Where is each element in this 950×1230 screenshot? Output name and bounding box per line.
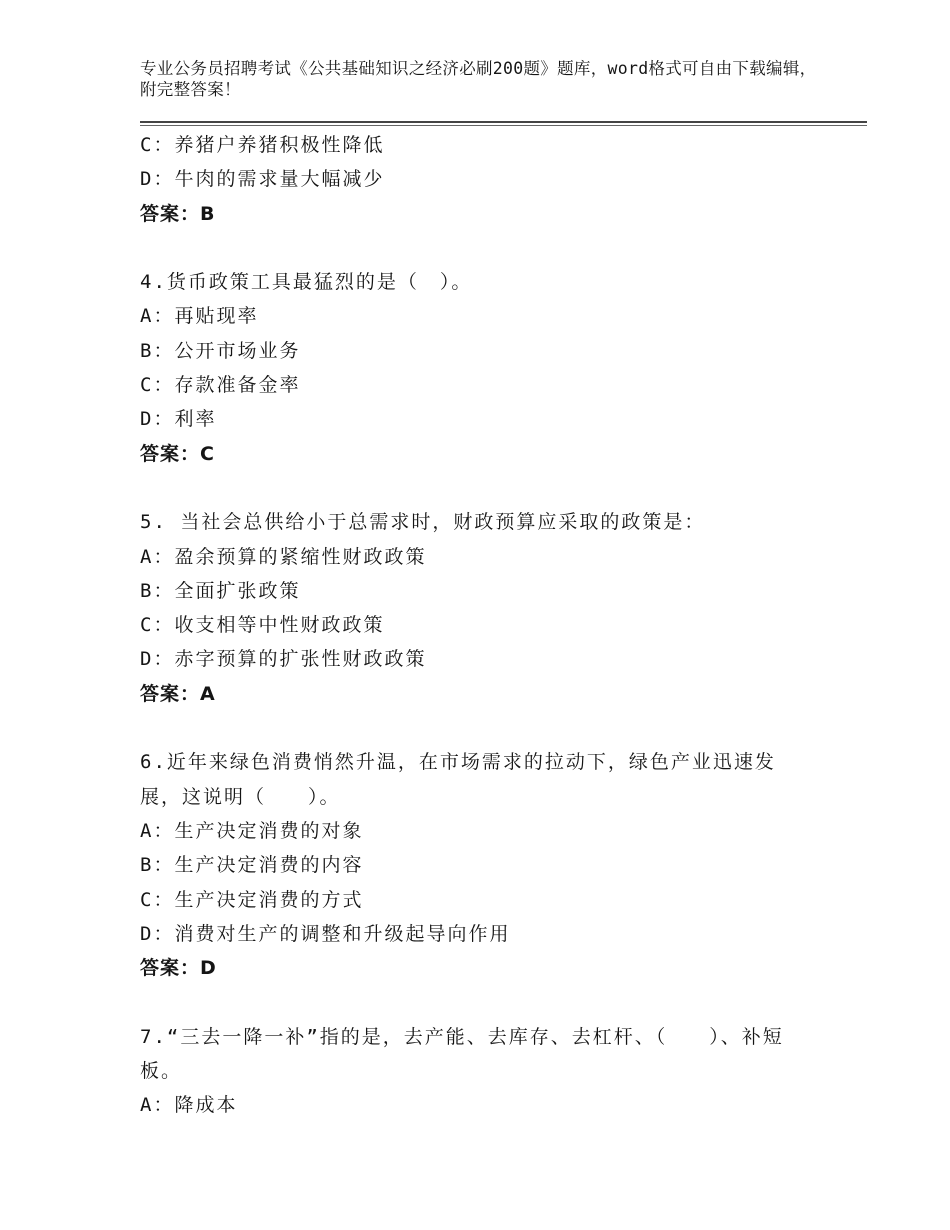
- option-c: C：养猪户养猪积极性降低: [140, 134, 385, 156]
- option-b: B：全面扩张政策: [140, 579, 301, 602]
- option-a: A：再贴现率: [140, 305, 259, 328]
- option-d: D：利率: [140, 408, 217, 431]
- header-divider: [140, 121, 867, 123]
- option-c: C：收支相等中性财政政策: [140, 614, 385, 637]
- option-a: A：降成本: [140, 1094, 238, 1117]
- option-c: C：存款准备金率: [140, 374, 301, 397]
- question-stem: 7.“三去一降一补”指的是，去产能、去库存、去杠杆、（ ）、补短板。: [140, 1025, 784, 1083]
- question-list: [140, 128, 840, 1123]
- option-d: D：赤字预算的扩张性财政政策: [140, 648, 427, 671]
- option-b: B：公开市场业务: [140, 339, 301, 362]
- option-d: D：牛肉的需求量大幅减少: [140, 168, 385, 191]
- option-b: B：生产决定消费的内容: [140, 854, 364, 877]
- question-stem: 6.近年来绿色消费悄然升温，在市场需求的拉动下，绿色产业迅速发展，这说明（ ）。: [140, 751, 776, 808]
- page-header: 专业公务员招聘考试《公共基础知识之经济必刷200题》题库，word格式可自由下载编辑，附完整答案！: [140, 59, 817, 99]
- option-d: D：消费对生产的调整和升级起导向作用: [140, 922, 511, 945]
- option-a: A：生产决定消费的对象: [140, 819, 364, 842]
- option-c: C：生产决定消费的方式: [140, 888, 364, 911]
- question-stem: 4.货币政策工具最猛烈的是（ ）。: [140, 271, 473, 294]
- header-divider-thin: [140, 125, 867, 126]
- answer-label: 答案：D: [140, 957, 217, 980]
- answer-label: 答案：B: [140, 202, 216, 225]
- question-stem: 5. 当社会总供给小于总需求时，财政预算应采取的政策是：: [140, 511, 706, 534]
- option-a: A：盈余预算的紧缩性财政政策: [140, 545, 427, 568]
- answer-label: 答案：C: [140, 442, 215, 465]
- answer-label: 答案：A: [140, 682, 216, 705]
